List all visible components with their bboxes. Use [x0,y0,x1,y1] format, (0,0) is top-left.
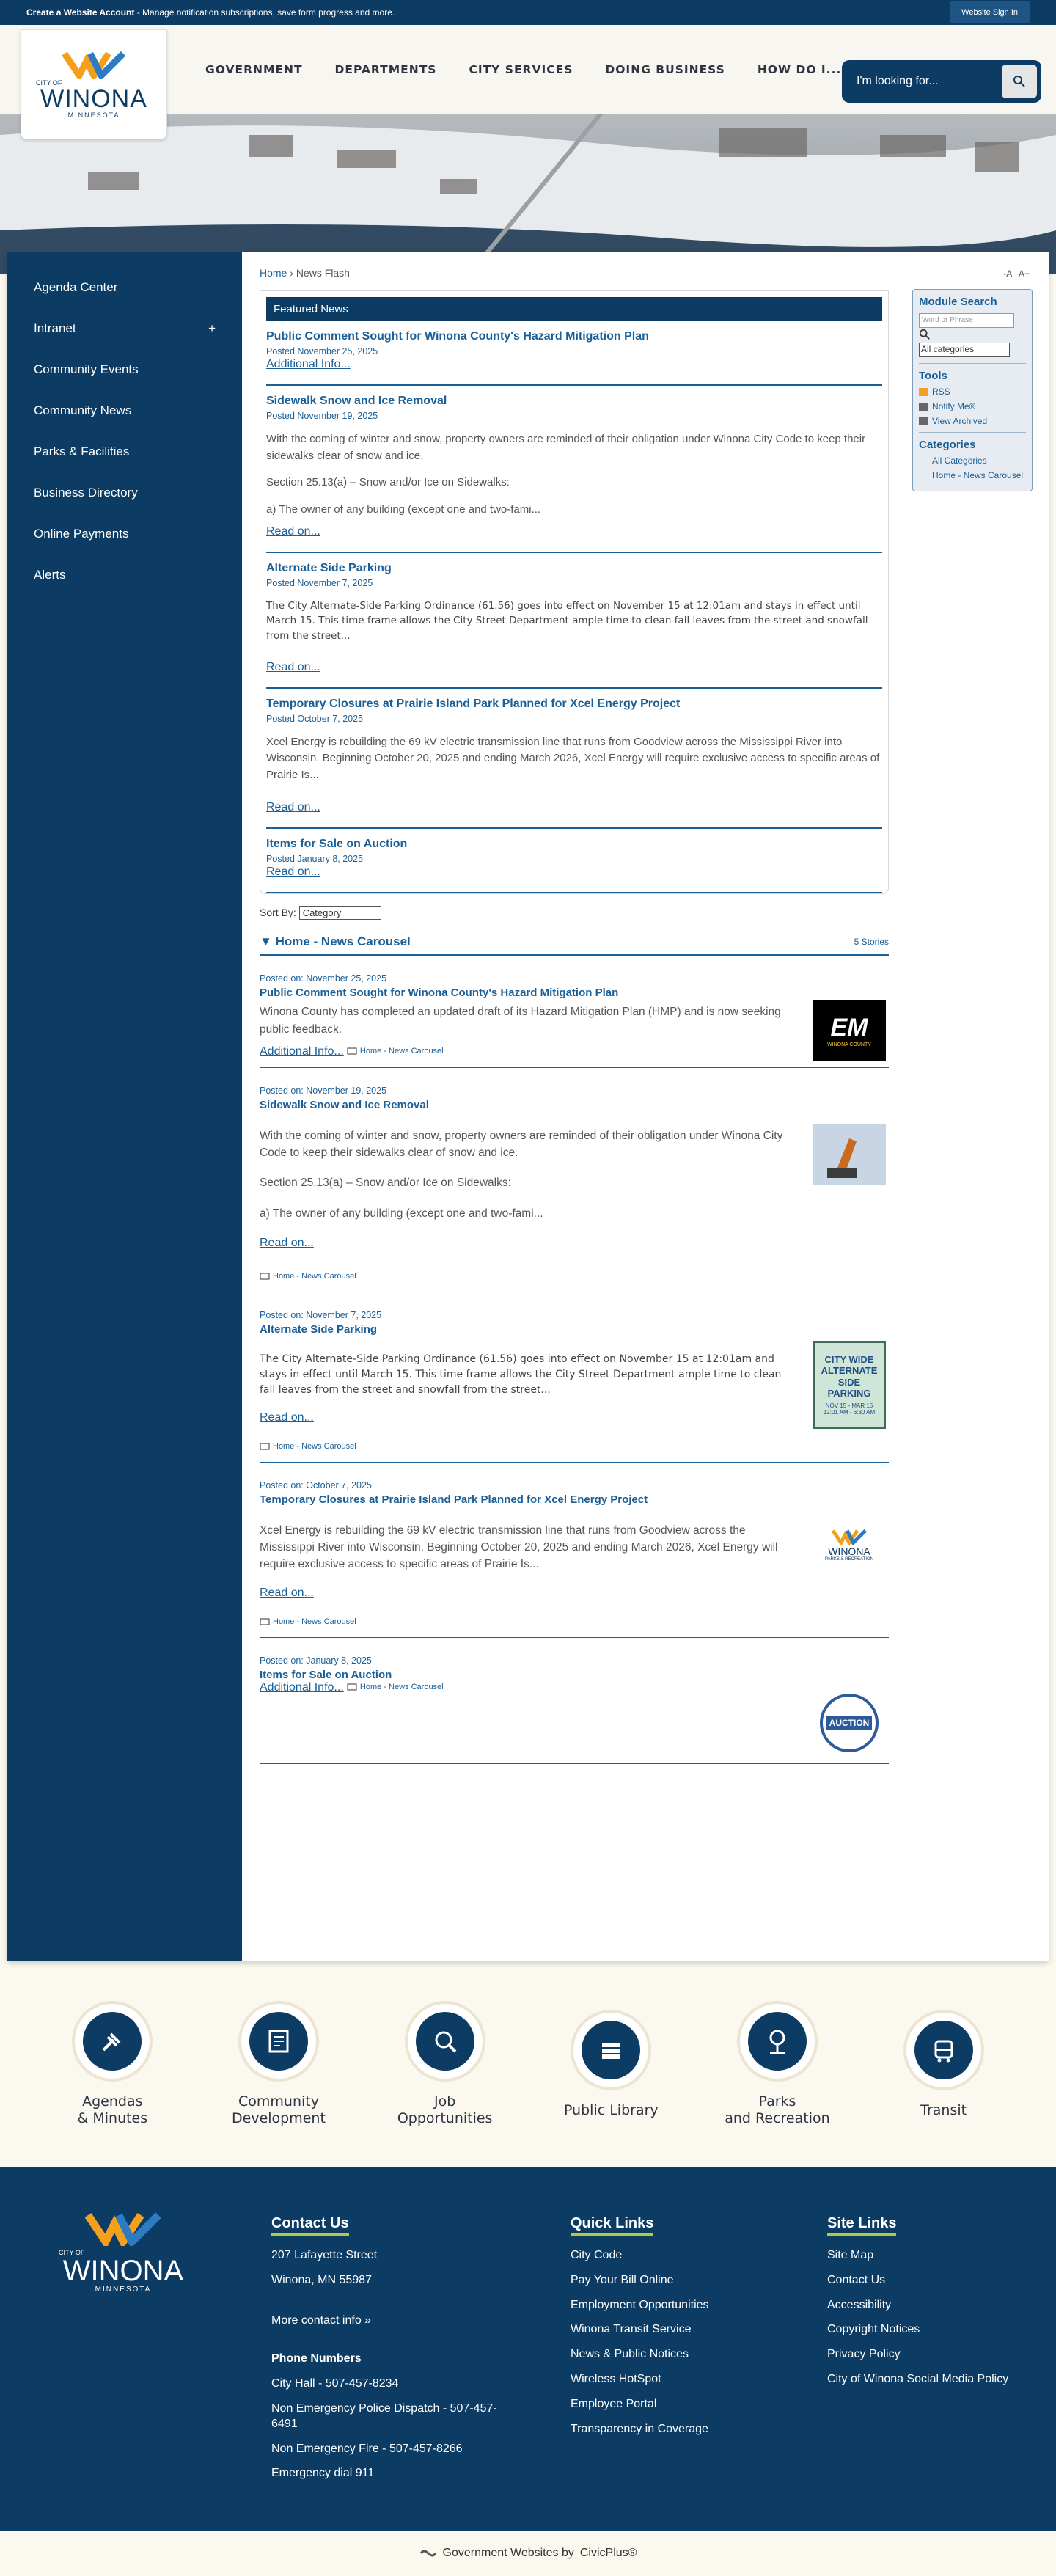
featured-item-date: Posted January 8, 2025 [266,854,364,865]
phone-numbers-title: Phone Numbers [271,2352,362,2365]
font-larger-button[interactable]: A+ [1018,268,1030,279]
logo-state-text: MINNESOTA [67,111,120,119]
footer-link[interactable]: News & Public Notices [571,2348,689,2361]
featured-item-title[interactable]: Alternate Side Parking [266,562,392,574]
bus-icon [929,2035,958,2065]
story-title[interactable]: Public Comment Sought for Winona County's Hazard Mitigation Plan [260,987,619,1000]
story-title[interactable]: Sidewalk Snow and Ice Removal [260,1098,429,1111]
expand-plus-icon[interactable]: + [208,321,216,335]
footer-address-line: Winona, MN 55987 [271,2273,372,2286]
read-on-link[interactable]: Read on... [260,1236,314,1249]
document-icon [264,2027,293,2056]
sidebar-item-agenda-center[interactable]: Agenda Center [34,280,118,294]
featured-news-heading: Featured News [266,297,882,321]
story-body: With the coming of winter and snow, property owners are reminded of their obligation under Winona City Code to keep their sidewalks clear of snow and ice. [260,1129,783,1159]
sidebar-nav [7,252,242,1961]
carousel-category-header[interactable] [260,932,889,956]
featured-item-body: Section 25.13(a) – Snow and/or Ice on Sidewalks: [266,476,510,489]
nav-doing-business[interactable]: DOING BUSINESS [605,63,725,76]
story-count: 5 Stories [854,937,889,948]
create-account-message[interactable]: Create a Website Account - Manage notification subscriptions, save form progress and more. [26,7,395,18]
tree-icon [763,2027,792,2056]
featured-item-date: Posted November 7, 2025 [266,578,373,588]
read-on-link[interactable]: Read on... [266,801,320,814]
thumb-sub-text: PARKS & RECREATION [824,1556,874,1562]
featured-item [266,386,882,553]
footer-quick-links-title: Quick Links [571,2215,653,2236]
category-home-news-carousel[interactable]: Home - News Carousel [932,470,1024,481]
featured-item [266,321,882,386]
category-select[interactable]: All categories [919,343,1010,357]
job-search-icon [430,2027,460,2056]
footer-link[interactable]: Winona Transit Service [571,2323,692,2336]
sidebar-item-business-directory[interactable]: Business Directory [34,486,138,500]
story-body: Winona County has completed an updated draft of its Hazard Mitigation Plan (HMP) and is now seeking public feedback. [260,1006,781,1036]
site-search-input[interactable] [842,60,1041,103]
quick-link-parks-recreation[interactable]: Parks and Recreation [704,2001,851,2127]
category-tag[interactable]: Home - News Carousel [260,1617,356,1626]
parks-logo-icon [831,1528,868,1545]
book-icon [260,1618,270,1625]
rss-icon [919,388,928,396]
footer-site-links-title: Site Links [827,2215,896,2236]
footer-link[interactable]: Pay Your Bill Online [571,2273,674,2286]
story-title[interactable]: Temporary Closures at Prairie Island Park Planned for Xcel Energy Project [260,1493,648,1506]
sidebar-item-community-news[interactable]: Community News [34,403,132,417]
rss-link[interactable]: RSS [919,387,1026,397]
search-placeholder: I'm looking for... [857,75,939,87]
website-sign-in-button[interactable]: Website Sign In [950,1,1030,23]
featured-item-title[interactable]: Items for Sale on Auction [266,838,408,851]
category-tag[interactable]: Home - News Carousel [347,1683,444,1691]
story-date: Posted on: November 19, 2025 [260,1085,387,1096]
phone-line: City Hall - 507-457-8234 [271,2377,399,2390]
logo-city-text: CITY OF [36,79,62,87]
featured-item-body: With the coming of winter and snow, property owners are reminded of their obligation under Winona City Code to keep their sidewalks clear of snow and ice. [266,433,866,462]
story-thumbnail[interactable] [813,1692,886,1754]
list-item [260,1463,889,1638]
book-icon [260,1443,270,1450]
font-smaller-button[interactable]: -A [1003,268,1012,279]
category-all[interactable]: All Categories [932,455,987,466]
story-thumbnail[interactable] [813,1124,886,1185]
nav-how-do-i[interactable]: HOW DO I... [757,63,842,76]
quick-link-community-development[interactable]: Community Development [205,2001,352,2127]
footer-address-line: 207 Lafayette Street [271,2249,378,2261]
gavel-icon [98,2027,127,2056]
featured-item-date: Posted November 25, 2025 [266,346,378,356]
more-contact-info-link[interactable]: More contact info » [271,2313,372,2327]
quick-link-job-opportunities[interactable]: Job Opportunities [372,2001,518,2127]
read-on-link[interactable]: Read on... [266,660,320,673]
sidebar-item-parks-facilities[interactable]: Parks & Facilities [34,444,130,458]
sort-by-row [260,906,1031,920]
module-search-input[interactable]: Word or Phrase [919,313,1014,328]
list-item [260,956,889,1068]
city-logo[interactable] [21,29,167,139]
nav-departments[interactable]: DEPARTMENTS [334,63,437,76]
archive-icon [919,417,928,425]
top-notification-bar [0,0,1056,25]
footer-link[interactable]: Wireless HotSpot [571,2372,661,2385]
additional-info-link[interactable]: Additional Info... [260,1044,344,1058]
featured-item-body: a) The owner of any building (except one and two-fami... [266,502,541,516]
civicplus-icon [419,2548,437,2558]
read-on-link[interactable]: Read on... [266,525,320,538]
books-icon [596,2035,626,2065]
footer-link[interactable]: Privacy Policy [827,2348,901,2361]
story-date: Posted on: November 7, 2025 [260,1309,382,1320]
featured-item [266,689,882,830]
main-navigation [189,25,857,114]
story-body: The City Alternate-Side Parking Ordinance (61.56) goes into effect on November 15 at 12:01am and stays in effect until March 15. This time frame allows the City Street Department ample time to clean fall leaves from the street and snowfall from the street... [260,1353,782,1396]
featured-item [266,829,882,893]
page-body [7,252,1049,1961]
phone-line: Non Emergency Police Dispatch - 507-457-6491 [271,2401,497,2430]
footer-logo-state: MINNESOTA [95,2286,152,2294]
site-footer [0,2167,1056,2531]
featured-item-date: Posted November 19, 2025 [266,411,378,421]
read-on-link[interactable]: Read on... [260,1410,314,1424]
breadcrumb-current: News Flash [296,267,350,279]
footer-site-links [827,2215,1047,2397]
civicplus-link[interactable]: CivicPlus® [579,2547,637,2559]
thumb-logo-text: WINONA [828,1545,870,1557]
featured-item-body: The City Alternate-Side Parking Ordinance (61.56) goes into effect on November 15 at 12:01am and stays in effect until March 15. This time frame allows the City Street Department ample time to clean fall leaves from the street and snowfall from the street... [266,600,868,642]
search-icon [1013,75,1026,88]
credit-text: Government Websites by [442,2547,574,2559]
quick-link-agendas[interactable]: Agendas & Minutes [39,2001,186,2127]
story-thumbnail[interactable] [813,1341,886,1429]
nav-government[interactable]: GOVERNMENT [205,63,303,76]
civicplus-credit [0,2531,1056,2576]
book-icon [260,1273,270,1280]
featured-item-title[interactable]: Public Comment Sought for Winona County's Hazard Mitigation Plan [266,330,649,343]
footer-quick-links [571,2215,791,2446]
list-item [260,1638,889,1764]
story-date: Posted on: October 7, 2025 [260,1479,372,1490]
envelope-icon [919,403,928,411]
module-search-title: Module Search [919,296,997,308]
sidebar-item-online-payments[interactable]: Online Payments [34,527,129,541]
sort-by-select[interactable]: Category [299,906,381,920]
sidebar-item-intranet[interactable]: Intranet + [34,321,216,335]
thumb-em-text: EM [830,1014,868,1042]
sort-by-label: Sort By: [260,907,296,919]
carousel-category-title[interactable]: ▼ Home - News Carousel [260,934,411,949]
category-tag[interactable]: Home - News Carousel [260,1272,356,1281]
thumb-sub-text: WINONA COUNTY [827,1042,871,1048]
additional-info-link[interactable]: Additional Info... [260,1680,344,1694]
categories-title: Categories [919,439,976,452]
footer-link[interactable]: Site Map [827,2249,874,2261]
notify-me-link[interactable]: Notify Me® [919,401,1026,411]
story-title[interactable]: Items for Sale on Auction [260,1668,392,1681]
module-search-panel [912,289,1033,491]
sidebar-item-alerts[interactable]: Alerts [34,568,66,582]
thumb-sub-text: NOV 15 - MAR 15 12:01 AM - 6:30 AM [823,1402,876,1416]
logo-mark-icon [61,50,127,79]
read-on-link[interactable]: Read on... [260,1586,314,1599]
featured-item-title[interactable]: Sidewalk Snow and Ice Removal [266,395,447,407]
story-title[interactable]: Alternate Side Parking [260,1322,378,1336]
quick-links-row [0,1961,1056,2167]
footer-link[interactable]: Accessibility [827,2298,892,2311]
footer-link[interactable]: City Code [571,2249,623,2261]
featured-item-title[interactable]: Temporary Closures at Prairie Island Park Planned for Xcel Energy Project [266,697,681,710]
additional-info-link[interactable]: Additional Info... [266,358,351,370]
story-thumbnail[interactable] [813,1000,886,1061]
quick-link-public-library[interactable]: Public Library [538,2010,684,2119]
phone-line: Emergency dial 911 [271,2467,375,2480]
footer-link[interactable]: Contact Us [827,2273,886,2286]
book-icon [347,1047,357,1055]
story-date: Posted on: January 8, 2025 [260,1655,372,1666]
category-tag[interactable]: Home - News Carousel [347,1047,444,1055]
phone-line: Non Emergency Fire - 507-457-8266 [271,2442,463,2455]
nav-city-services[interactable]: CITY SERVICES [469,63,573,76]
footer-logo[interactable] [57,2211,189,2294]
story-thumbnail[interactable] [813,1514,886,1576]
story-body: Xcel Energy is rebuilding the 69 kV electric transmission line that runs from Goodview across the Mississippi River into Wisconsin. Beginning October 20, 2025 and ending March 2026, Xcel Energy will require exclusive access to specific areas of Prairie Is... [260,1523,778,1571]
footer-link[interactable]: City of Winona Social Media Policy [827,2372,1009,2385]
thumb-sign-text: CITY WIDE ALTERNATE SIDE PARKING [821,1353,878,1399]
featured-news [260,290,889,894]
footer-logo-name: WINONA [62,2255,184,2287]
sidebar-item-community-events[interactable]: Community Events [34,362,139,376]
site-header [0,25,1056,274]
footer-contact [271,2215,513,2491]
category-tag[interactable]: Home - News Carousel [260,1442,356,1451]
footer-link[interactable]: Employee Portal [571,2397,657,2410]
thumb-auction-text: AUCTION [826,1716,873,1730]
logo-mark-icon [83,2211,164,2246]
featured-item-date: Posted October 7, 2025 [266,713,364,724]
story-body: a) The owner of any building (except one and two-fami... [260,1207,543,1220]
search-button[interactable] [1002,65,1037,98]
view-archived-link[interactable]: View Archived [919,416,1026,426]
read-on-link[interactable]: Read on... [266,866,320,879]
quick-link-transit[interactable]: Transit [870,2010,1017,2119]
featured-item [266,553,882,689]
footer-logo-city: CITY OF [59,2249,85,2256]
auction-badge [820,1694,879,1752]
font-size-controls [1003,268,1030,279]
logo-name-text: WINONA [40,85,147,113]
tools-title: Tools [919,370,947,383]
list-item [260,1292,889,1463]
story-body: Section 25.13(a) – Snow and/or Ice on Sidewalks: [260,1177,511,1190]
featured-item-body: Xcel Energy is rebuilding the 69 kV electric transmission line that runs from Goodview across the Mississippi River into Wisconsin. Beginning October 20, 2025 and ending March 2026, Xcel Energy will require exclusive access to specific areas of Prairie Is... [266,735,880,781]
footer-link[interactable]: Transparency in Coverage [571,2422,708,2435]
breadcrumb: Home › News Flash [260,267,350,279]
book-icon [347,1683,357,1691]
search-icon[interactable] [919,329,931,340]
list-item [260,1068,889,1292]
story-date: Posted on: November 25, 2025 [260,973,387,984]
breadcrumb-home[interactable]: Home [260,267,287,279]
main-content [242,252,1049,1961]
footer-contact-title: Contact Us [271,2215,349,2236]
footer-link[interactable]: Copyright Notices [827,2323,920,2336]
footer-link[interactable]: Employment Opportunities [571,2298,709,2311]
